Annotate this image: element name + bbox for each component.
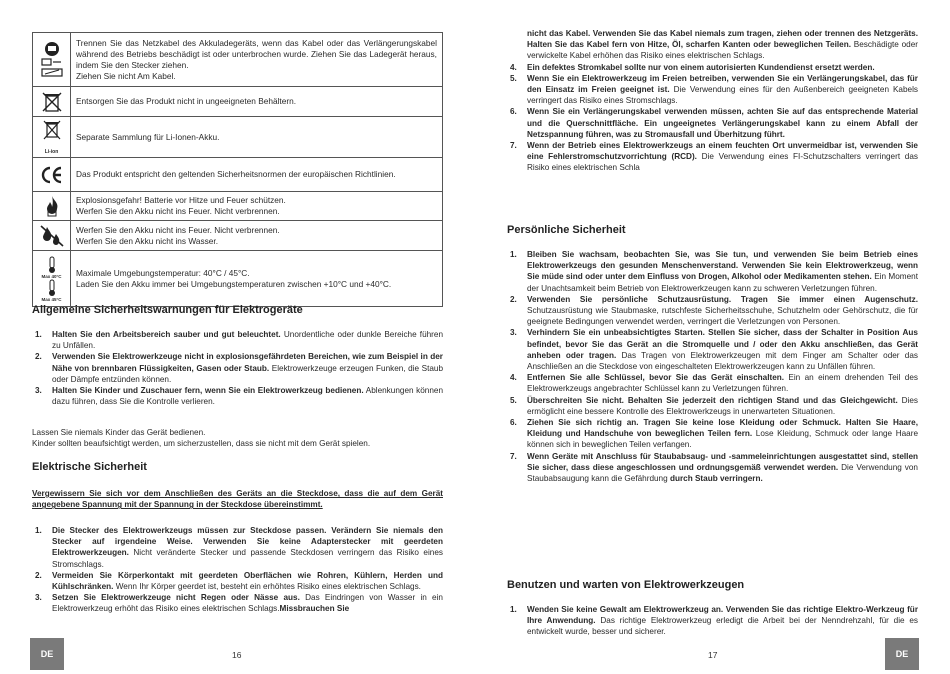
personal-list bbox=[507, 249, 918, 484]
item-bold-tail: Missbrauchen Sie bbox=[279, 604, 350, 614]
li-ion-label: Li-ion bbox=[44, 149, 59, 155]
general-list bbox=[32, 329, 443, 407]
symbol-description bbox=[71, 192, 443, 221]
item-bold-text: Ziehen Sie sich richtig an. Tragen Sie keine lose Kleidung oder Schmuck. Halten Sie Haare, Kleidung und Handschuhe von beweglichen Teilen fern. bbox=[527, 418, 918, 439]
symbol-description bbox=[71, 158, 443, 192]
item-number: 1. bbox=[35, 330, 42, 339]
list-item bbox=[32, 570, 443, 592]
symbol-description-line: Maximale Umgebungstemperatur: 40°C / 45°C. bbox=[76, 267, 250, 278]
crossed-bin-icon bbox=[33, 87, 71, 117]
list-item bbox=[507, 294, 918, 328]
item-text: Das Tragen von Elektrowerkzeugen mit dem Finger am Schalter oder das Anschließen an die Steckdose von eingeschalteten Elektrowerkzeugen kann zu Unfällen führen. bbox=[527, 350, 918, 372]
list-item bbox=[507, 417, 918, 451]
list-item bbox=[507, 62, 918, 73]
list-item bbox=[507, 604, 918, 638]
list-item bbox=[32, 592, 443, 614]
item-number: 1. bbox=[35, 526, 42, 535]
symbol-row bbox=[33, 33, 443, 87]
list-item bbox=[32, 329, 443, 351]
item-number: 1. bbox=[510, 250, 517, 259]
page-right bbox=[475, 0, 950, 674]
item-number: 3. bbox=[35, 593, 42, 603]
item-text: Die Verwendung von Staubabsaugung kann die Gefährdung bbox=[527, 462, 918, 484]
item-number: 6. bbox=[510, 107, 517, 117]
list-item bbox=[507, 395, 918, 417]
item-number: 7. bbox=[510, 141, 517, 151]
temperature-icon bbox=[33, 251, 71, 307]
list-item bbox=[32, 525, 443, 570]
item-number: 2. bbox=[35, 352, 42, 362]
temp-label-1: Max 40°C bbox=[41, 273, 62, 279]
item-bold-text: Entfernen Sie alle Schlüssel, bevor Sie das Gerät einschalten. bbox=[527, 373, 785, 383]
language-badge: DE bbox=[30, 638, 64, 670]
list-item bbox=[507, 451, 918, 485]
item-bold-text: Halten Sie den Arbeitsbereich sauber und gut beleuchtet. bbox=[52, 330, 281, 339]
page-number: 16 bbox=[232, 650, 242, 660]
item-text: Elektrowerkzeuge erzeugen Funken, die Staub oder Dämpfe entzünden können. bbox=[52, 363, 444, 384]
symbol-description-line: Das Produkt entspricht den geltenden Sicherheitsnormen der europäischen Richtlinien. bbox=[76, 169, 396, 179]
item-text: Das richtige Elektrowerkzeug erledigt die Arbeit bei der Nenndrehzahl, für die es entwickelt wurde, besser und sicherer. bbox=[527, 616, 918, 637]
general-note-2: Kinder sollten beaufsichtigt werden, um sicherzustellen, dass sie nicht mit dem Gerät spielen. bbox=[32, 439, 371, 449]
symbol-row bbox=[33, 117, 443, 158]
item-bold-text: Wenn der Betrieb eines Elektrowerkzeugs an einem feuchten Ort unvermeidbar ist, verwenden Sie eine Fehlerstromschutzvorrichtung (RCD). bbox=[527, 141, 918, 162]
item-text: Dies ermöglicht eine bessere Kontrolle des Elektrowerkzeugs in unerwarteten Situationen. bbox=[527, 395, 918, 416]
item-bold-text: Wenn Geräte mit Anschluss für Staubabsaug- und -sammeleinrichtungen ausgestattet sind, stellen Sie sicher, dass diese angeschlossen und ordnungsgemäß verwendet werden. bbox=[527, 451, 918, 472]
item-number: 1. bbox=[510, 605, 517, 614]
item-bold-text: Ein defektes Stromkabel sollte nur von einem autorisierten Kundendienst ersetzt werden. bbox=[527, 62, 875, 72]
symbol-description-line: Explosionsgefahr! Batterie vor Hitze und Feuer schützen. bbox=[76, 195, 286, 205]
item-bold-text: Bleiben Sie wachsam, beobachten Sie, was Sie tun, und verwenden Sie beim Betrieb eines Elektrowerkzeugs den gesunden Menschenverstand. Verwenden Sie kein Elektrowerkzeug, wenn Sie müde sind oder unter dem Einfluss von Drogen, Alkohol oder Medikamenten stehen. bbox=[527, 250, 918, 282]
symbol-row bbox=[33, 158, 443, 192]
electrical-list bbox=[32, 525, 443, 615]
item-text: Unordentliche oder dunkle Bereiche führen zu Unfällen. bbox=[52, 330, 444, 351]
item-number: 6. bbox=[510, 418, 517, 428]
item-bold-text: Verwenden Sie persönliche Schutzausrüstung. Tragen Sie immer einen Augenschutz. bbox=[527, 294, 918, 304]
item-text: Nicht veränderte Stecker und passende Steckdosen verringern das Risiko eines Stromschlags. bbox=[52, 548, 443, 569]
item-bold-text: Wenn Sie ein Verlängerungskabel verwenden müssen, achten Sie auf das entsprechende Material und die Querschnittfläche. Ein ungeeignetes Verlängerungskabel kann zu einem Abfall der Netzspannung führen, was zu Stromausfall und Überhitzung führt. bbox=[527, 107, 918, 139]
item-text: Lose Kleidung, Schmuck oder lange Haare können sich in beweglichen Teilen verfangen. bbox=[527, 429, 919, 450]
electrical-heading: Elektrische Sicherheit bbox=[32, 461, 147, 473]
item-number: 5. bbox=[510, 395, 517, 405]
general-heading: Allgemeine Sicherheitswarnungen für Elektrogeräte bbox=[32, 304, 303, 316]
symbol-row bbox=[33, 192, 443, 221]
symbol-description-line: Ziehen Sie nicht Am Kabel. bbox=[76, 70, 176, 81]
item-text: Ablenkungen können dazu führen, dass Sie die Kontrolle verlieren. bbox=[52, 386, 443, 407]
electrical-list-continued bbox=[507, 28, 918, 174]
list-item bbox=[507, 249, 918, 294]
item-text: Wenn Ihr Körper geerdet ist, besteht ein erhöhtes Risiko eines elektrischen Schlags. bbox=[113, 582, 421, 592]
list-item bbox=[32, 385, 443, 407]
item-number: 3. bbox=[35, 386, 42, 396]
item-bold-tail: durch Staub verringern. bbox=[669, 474, 763, 484]
item-bold-text: nicht das Kabel. Verwenden Sie das Kabel niemals zum tragen, ziehen oder trennen des Netzgeräts. Halten Sie das Kabel fern von Hitze, Öl, scharfen Kanten oder beweglichen Teilen. bbox=[527, 29, 918, 50]
usage-list bbox=[507, 604, 918, 638]
item-number: 2. bbox=[35, 570, 42, 580]
list-item bbox=[507, 327, 918, 372]
item-text: Beschädigte oder verwickelte Kabel erhöhen das Risiko eines elektrischen Schlags. bbox=[527, 40, 919, 61]
usage-heading: Benutzen und warten von Elektrowerkzeugen bbox=[507, 579, 745, 591]
language-badge: DE bbox=[885, 638, 919, 670]
symbol-description bbox=[71, 117, 443, 158]
page-number: 17 bbox=[708, 650, 718, 660]
electrical-intro: Vergewissern Sie sich vor dem Anschließen des Geräts an die Steckdose, dass die auf dem Gerät angegebene Spannung mit der Spannung in der Steckdose übereinstimmt. bbox=[32, 489, 443, 510]
symbol-description bbox=[71, 87, 443, 117]
no-fire-water-icon bbox=[33, 221, 71, 251]
item-number: 2. bbox=[510, 294, 517, 304]
item-bold-text: Wenn Sie ein Elektrowerkzeug im Freien betreiben, verwenden Sie ein Verlängerungskabel, das für den Einsatz im Freien geeignet ist. bbox=[527, 73, 918, 95]
list-item bbox=[507, 106, 918, 140]
item-text: Die Verwendung eines für den Außenbereich geeigneten Kabels verringert das Risiko eines Stromschlags. bbox=[527, 85, 918, 106]
item-bold-text: Wenden Sie keine Gewalt am Elektrowerkzeug an. Verwenden Sie das richtige Elektro-Werkzeug für Ihre Anwendung. bbox=[527, 605, 918, 626]
symbol-description-line: Separate Sammlung für Li-Ionen-Akku. bbox=[76, 131, 220, 142]
item-number: 7. bbox=[510, 451, 517, 461]
symbol-table bbox=[32, 32, 443, 307]
general-note-1: Lassen Sie niemals Kinder das Gerät bedienen. bbox=[32, 428, 206, 437]
ce-mark-icon bbox=[33, 158, 71, 192]
symbol-description bbox=[71, 33, 443, 87]
item-text: Die Verwendung eines FI-Schutzschalters verringert das Risiko eines elektrischen Schla bbox=[527, 152, 918, 173]
list-item bbox=[507, 73, 918, 107]
item-bold-text: Setzen Sie Elektrowerkzeuge nicht Regen oder Nässe aus. bbox=[52, 593, 300, 603]
list-item bbox=[507, 140, 918, 174]
item-number: 3. bbox=[510, 328, 517, 338]
symbol-description bbox=[71, 221, 443, 251]
item-text: Schutzausrüstung wie Staubmaske, rutschfeste Sicherheitsschuhe, Schutzhelm oder Gehörschutz, die für geeignete Bedingungen verwendet werden, verringert die Verletzungen von Personen. bbox=[527, 306, 918, 327]
item-number: 4. bbox=[510, 373, 517, 383]
item-bold-text: Die Stecker des Elektrowerkzeugs müssen zur Steckdose passen. Verändern Sie niemals den Stecker auf irgendeine Weise. Verwenden Sie keine Adapterstecker mit geerdeten Elektrowerkzeugen. bbox=[52, 526, 443, 558]
symbol-description-line: Trennen Sie das Netzkabel des Akkuladegeräts, wenn das Kabel oder das Verlängerungskabel während des Betriebs beschädigt ist oder unterbrochen wurde. Ziehen Sie das Ladegerät heraus, indem Sie den Stecker ziehen. bbox=[76, 37, 437, 70]
list-item-continued bbox=[507, 28, 918, 62]
symbol-description-line: Entsorgen Sie das Produkt nicht in ungeeigneten Behältern. bbox=[76, 96, 297, 106]
symbol-row bbox=[33, 87, 443, 117]
general-notes bbox=[32, 427, 443, 449]
symbol-description-line: Laden Sie den Akku immer bei Umgebungstemperaturen zwischen +10°C und +40°C. bbox=[76, 278, 392, 289]
item-text: Das Eindringen von Wasser in ein Elektrowerkzeug erhöht das Risiko eines elektrischen Schlags. bbox=[52, 593, 443, 614]
li-ion-bin-icon bbox=[33, 117, 71, 158]
fire-explosion-icon bbox=[33, 192, 71, 221]
symbol-row bbox=[33, 251, 443, 307]
temp-label-2: Max 45°C bbox=[41, 296, 62, 302]
item-number: 5. bbox=[510, 73, 517, 83]
plug-warning-icon bbox=[33, 33, 71, 87]
personal-heading: Persönliche Sicherheit bbox=[507, 224, 626, 236]
symbol-row bbox=[33, 221, 443, 251]
item-bold-text: Überschreiten Sie nicht. Behalten Sie jederzeit den richtigen Stand und das Gleichgewicht. bbox=[527, 395, 898, 405]
item-bold-text: Verwenden Sie Elektrowerkzeuge nicht in explosionsgefährdeten Bereichen, wie zum Beispiel in der Nähe von brennbaren Flüssigkeiten, Gasen oder Staub. bbox=[52, 352, 443, 373]
symbol-description-line: Werfen Sie den Akku nicht ins Wasser. bbox=[76, 235, 219, 246]
item-number: 4. bbox=[510, 62, 517, 72]
symbol-description bbox=[71, 251, 443, 307]
item-text: Ein an einem drehenden Teil des Elektrowerkzeugs angebrachter Schlüssel kann zu Verletzungen führen. bbox=[527, 373, 918, 394]
list-item bbox=[32, 351, 443, 385]
item-bold-text: Verhindern Sie ein unbeabsichtigtes Starten. Stellen Sie sicher, dass der Schalter in Position Aus befindet, bevor Sie das Gerät an die Stromquelle und / oder den Akku anschließen, das Gerät anheben oder tragen. bbox=[527, 328, 918, 360]
symbol-description-line: Werfen Sie den Akku nicht ins Feuer. Nicht verbrennen. bbox=[76, 206, 280, 216]
item-bold-text: Vermeiden Sie Körperkontakt mit geerdeten Oberflächen wie Rohren, Kühlern, Herden und Kühlschränken. bbox=[52, 570, 443, 592]
item-bold-text: Halten Sie Kinder und Zuschauer fern, wenn Sie ein Elektrowerkzeug bedienen. bbox=[52, 386, 364, 396]
list-item bbox=[507, 372, 918, 394]
symbol-description-line: Werfen Sie den Akku nicht ins Feuer. Nicht verbrennen. bbox=[76, 224, 280, 235]
item-text: Ein Moment der Unachtsamkeit beim Betrieb von Elektrowerkzeugen kann zu schweren Verletzungen führen. bbox=[527, 272, 918, 293]
